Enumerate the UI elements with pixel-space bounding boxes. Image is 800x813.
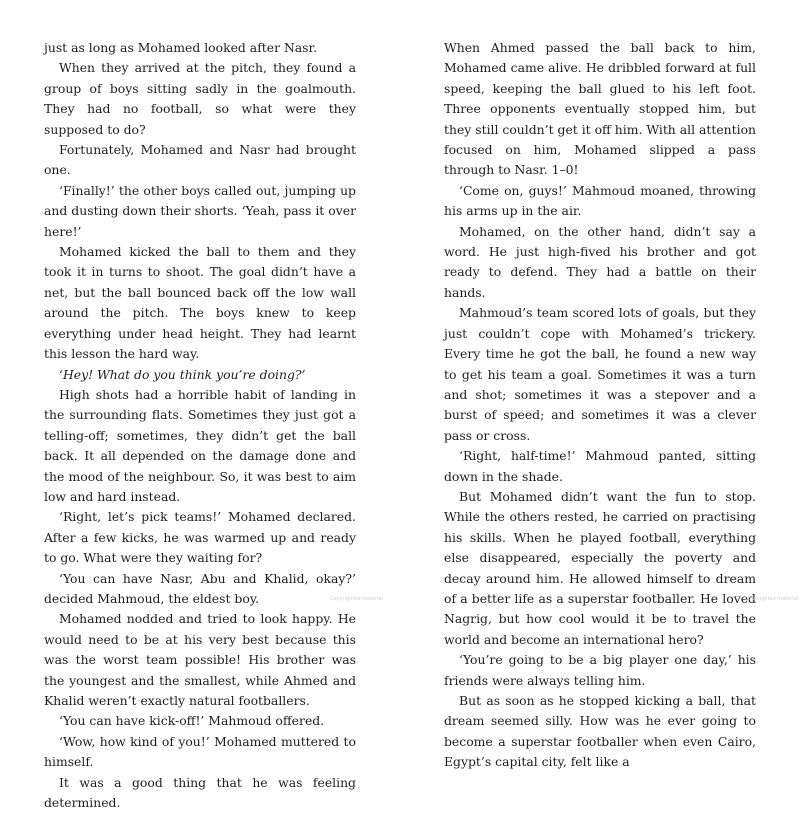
paragraph: Mohamed nodded and tried to look happy. He would need to be at his very best because this was the worst team possible! His brother was the youngest and the smallest, while Ahmed and Khalid weren’t exactly natural footballers. xyxy=(44,611,356,708)
paragraph: High shots had a horrible habit of landing in the surrounding flats. Sometimes they just got a telling-off; sometimes, they didn’t get the ball back. It all depended on the damage done and the mood of the neighbour. So, it was best to aim low and hard instead. xyxy=(44,386,356,504)
paragraph: When Ahmed passed the ball back to him, Mohamed came alive. He dribbled forward at full speed, keeping the ball glued to his left foot. Three opponents eventually stopped him, but they still couldn’t get it off him. With all attention focused on him, Mohamed slipped a pass through to Nasr. 1–0! xyxy=(444,40,757,178)
paragraph: Mahmoud’s team scored lots of goals, but they just couldn’t cope with Mohamed’s trickery. Every time he got the ball, he found a new way to get his team a goal. Sometimes it was a turn and shot; sometimes it was a stepover and a burst of speed; and sometimes it was a clever pass or cross. xyxy=(444,305,756,443)
paragraph: ‘You’re going to be a big player one day,’ his friends were always telling him. xyxy=(444,652,756,688)
paragraph: ‘Finally!’ the other boys called out, jumping up and dusting down their shorts. ‘Yeah, pass it over here!’ xyxy=(44,182,356,239)
paragraph: Fortunately, Mohamed and Nasr had brought one. xyxy=(44,142,356,178)
paragraph: ‘Wow, how kind of you!’ Mohamed muttered to himself. xyxy=(44,733,356,770)
paragraph: ‘Come on, guys!’ Mahmoud moaned, throwing his arms up in the air. xyxy=(444,182,756,219)
copyright-notice: Copyrighted material xyxy=(745,596,799,602)
paragraph: ‘You can have Nasr, Abu and Khalid, okay?’ decided Mahmoud, the eldest boy. xyxy=(44,570,356,606)
paragraph: Mohamed kicked the ball to them and they took it in turns to shoot. The goal didn’t have a net, but the ball bounced back off the low wall around the pitch. The boys knew to keep everything under head height. They had learnt this lesson the hard way. xyxy=(44,244,356,362)
left-page xyxy=(44,38,356,813)
paragraph: ‘Right, half-time!’ Mahmoud panted, sitting down in the shade. xyxy=(444,448,756,484)
paragraph: Mohamed, on the other hand, didn’t say a word. He just high-fived his brother and got ready to defend. They had a battle on their hands. xyxy=(444,223,756,300)
paragraph: But Mohamed didn’t want the fun to stop. While the others rested, he carried on practising his skills. When he played football, everything else disappeared, especially the poverty and decay around him. He allowed himself to dream of a better life as a superstar footballer. He loved Nagrig, but how cool would it be to travel the world and become an international hero? xyxy=(444,488,756,647)
copyright-notice: Copyrighted material xyxy=(330,596,384,602)
paragraph: It was a good thing that he was feeling determined. xyxy=(44,774,356,811)
paragraph: But as soon as he stopped kicking a ball, that dream seemed silly. How was he ever going to become a superstar footballer when even Cairo, Egypt’s capital city, felt like a xyxy=(444,693,756,770)
paragraph: ‘Right, let’s pick teams!’ Mohamed declared. After a few kicks, he was warmed up and ready to go. What were they waiting for? xyxy=(44,509,356,566)
right-page xyxy=(444,38,756,773)
paragraph: ‘You can have kick-off!’ Mahmoud offered. xyxy=(59,713,325,729)
paragraph: just as long as Mohamed looked after Nasr. xyxy=(44,40,318,55)
paragraph: When they arrived at the pitch, they found a group of boys sitting sadly in the goalmouth. They had no football, so what were they supposed to do? xyxy=(44,60,356,137)
italic-paragraph: ‘Hey! What do you think you’re doing?’ xyxy=(59,366,306,382)
